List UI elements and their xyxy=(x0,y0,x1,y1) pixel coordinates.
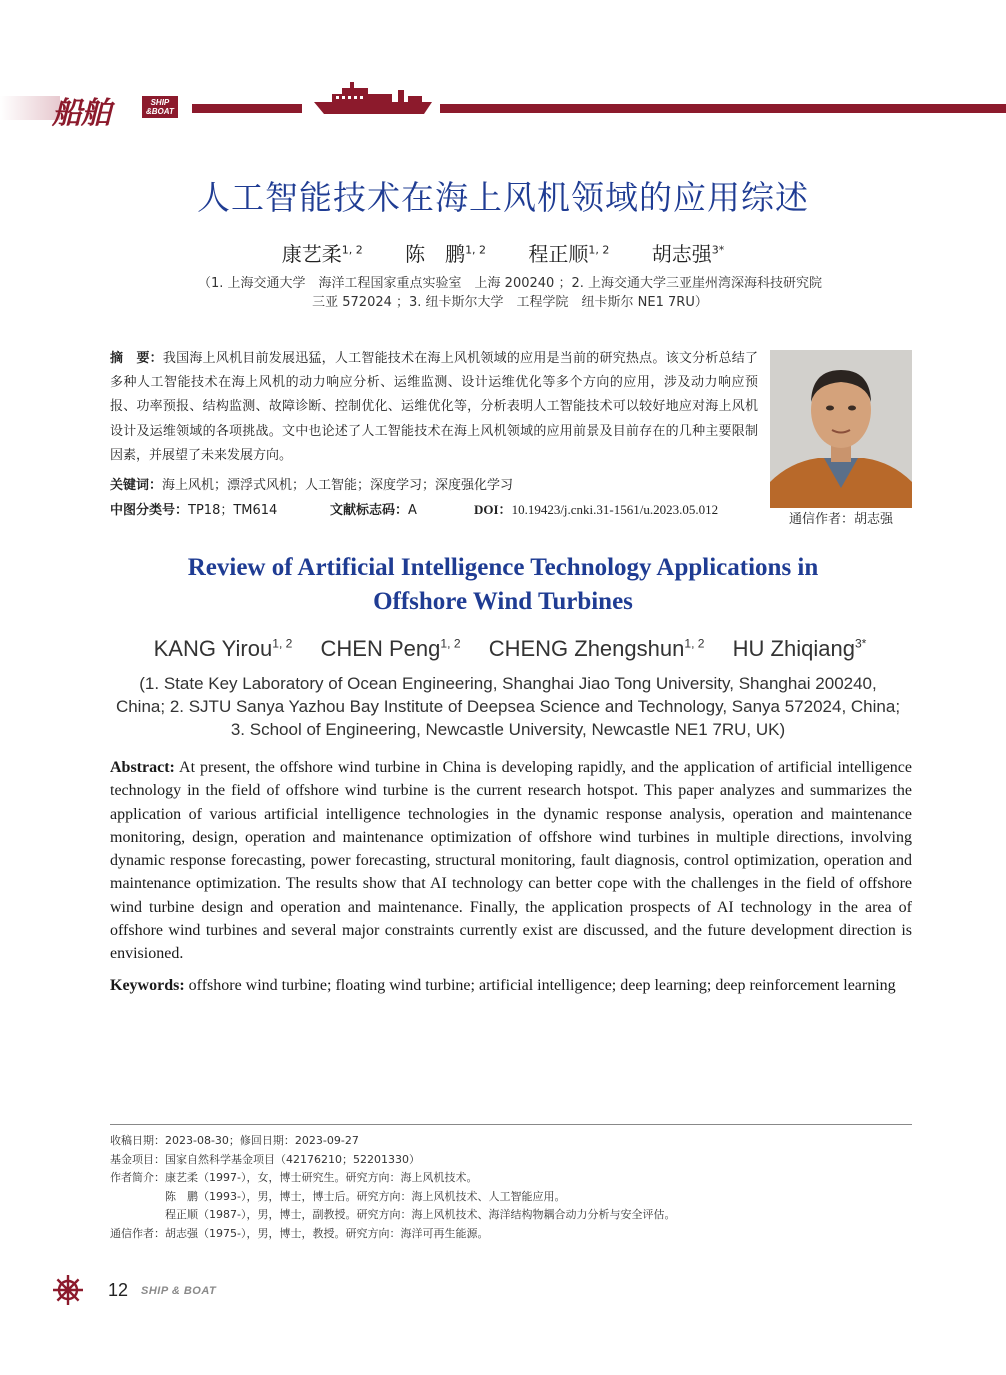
footnotes xyxy=(110,1132,912,1243)
clc-value: TP18；TM614 xyxy=(188,503,278,518)
footnote-fund xyxy=(110,1151,912,1170)
author-affil-sup: 1, 2 xyxy=(272,636,293,651)
bio-text: 程正顺（1987-），男，博士，副教授。研究方向：海上风机技术、海洋结构物耦合动力分析与安全评估。 xyxy=(165,1208,676,1221)
author-name: HU Zhiqiang xyxy=(732,636,855,661)
photo-caption: 通信作者：胡志强 xyxy=(788,512,893,527)
footnote-received xyxy=(110,1132,912,1151)
author-en xyxy=(321,636,461,661)
author-name: 陈 鹏 xyxy=(405,242,466,266)
bio-label: 作者简介： xyxy=(110,1171,165,1184)
author-name: 胡志强 xyxy=(651,242,712,266)
author-en xyxy=(154,636,293,661)
author-cn xyxy=(405,242,486,266)
received-label: 收稿日期： xyxy=(110,1134,165,1147)
clc-code xyxy=(110,499,277,518)
journal-logo-cn: 船舶 xyxy=(52,96,110,131)
paper-title-en xyxy=(120,551,886,619)
abstract-cn-text: 我国海上风机目前发展迅猛，人工智能技术在海上风机领域的应用是当前的研究热点。该文分析总结了多种人工智能技术在海上风机的动力响应分析、运维监测、设计运维优化等多个方向的应用，涉及动力响应预报、功率预报、结构监测、故障诊断、控制优化、运维优化等，分析表明人工智能技术可以较好地应对海上风机设计及运维领域的各项挑战。文中也论述了人工智能技术在海上风机领域的应用前景及目前存在的几种主要限制因素，并展望了未来发展方向。 xyxy=(110,351,758,463)
keywords-cn-text: 海上风机；漂浮式风机；人工智能；深度学习；深度强化学习 xyxy=(162,478,514,493)
author-list-en xyxy=(0,636,1006,662)
author-affil-sup: 3* xyxy=(711,243,725,257)
abstract-en xyxy=(110,756,912,966)
keywords-en-text: offshore wind turbine; floating wind turbine; artificial intelligence; deep learning; deep reinforcement learning xyxy=(188,977,896,994)
clc-label: 中图分类号： xyxy=(110,503,189,518)
author-affil-sup: 1, 2 xyxy=(440,636,461,651)
author-name: CHENG Zhengshun xyxy=(488,636,685,661)
fund-label: 基金项目： xyxy=(110,1152,165,1166)
keywords-cn xyxy=(110,474,758,493)
author-name: KANG Yirou xyxy=(153,636,273,661)
corr-label: 通信作者： xyxy=(110,1226,165,1240)
author-name: 程正顺 xyxy=(528,242,589,266)
bio-text: 康艺柔（1997-），女，博士研究生。研究方向：海上风机技术。 xyxy=(165,1171,478,1184)
abstract-cn-label: 摘 要： xyxy=(110,351,163,366)
received-text: 2023-08-30；修回日期：2023-09-27 xyxy=(165,1134,359,1147)
author-affil-sup: 1, 2 xyxy=(588,243,610,257)
footer-brand: SHIP & BOAT xyxy=(141,1285,217,1297)
affil-en-line: (1. State Key Laboratory of Ocean Engineering, Shanghai Jiao Tong University, Shanghai 200240, xyxy=(139,674,877,693)
author-cn xyxy=(528,242,609,266)
header-rule-right xyxy=(440,104,1006,113)
keywords-en-label: Keywords: xyxy=(110,977,185,994)
doi-value[interactable]: 10.19423/j.cnki.31-1561/u.2023.05.012 xyxy=(511,502,719,517)
affil-en-line: 3. School of Engineering, Newcastle University, Newcastle NE1 7RU, UK) xyxy=(230,720,786,739)
footnote-corr xyxy=(110,1225,912,1244)
logo-en-line1: SHIP xyxy=(150,98,170,107)
abstract-cn xyxy=(110,347,758,468)
footnote-bio xyxy=(110,1188,912,1207)
ship-icon xyxy=(312,80,436,116)
affiliations-cn xyxy=(150,274,870,312)
abstract-en-label: Abstract: xyxy=(110,759,175,776)
author-en xyxy=(489,636,705,661)
bio-text: 陈 鹏（1993-），男，博士，博士后。研究方向：海上风机技术、人工智能应用。 xyxy=(165,1189,566,1203)
author-photo xyxy=(770,350,912,508)
affil-en-line: China; 2. SJTU Sanya Yazhou Bay Institute of Deepsea Science and Technology, Sanya 572024, China; xyxy=(115,697,901,716)
journal-logo-en xyxy=(142,96,178,118)
author-cn xyxy=(652,242,725,266)
footnote-bio xyxy=(110,1169,912,1188)
keywords-en xyxy=(110,974,912,997)
page-number: 12 xyxy=(108,1280,129,1300)
doc-code xyxy=(330,499,417,518)
author-list-cn xyxy=(0,238,1006,267)
affil-cn-line: 三亚 572024 ；3. 纽卡斯尔大学 工程学院 纽卡斯尔 NE1 7RU） xyxy=(312,295,708,310)
title-en-line: Offshore Wind Turbines xyxy=(373,588,633,615)
author-name: CHEN Peng xyxy=(320,636,441,661)
affiliations-en xyxy=(110,672,906,741)
doi-label: DOI： xyxy=(474,502,512,517)
author-en xyxy=(733,636,867,661)
fund-text: 国家自然科学基金项目（42176210；52201330） xyxy=(165,1152,420,1166)
author-affil-sup: 1, 2 xyxy=(465,243,487,257)
affil-cn-line: （1. 上海交通大学 海洋工程国家重点实验室 上海 200240 ；2. 上海交通大学三亚崖州湾深海科技研究院 xyxy=(198,276,822,291)
header-rule-left xyxy=(192,104,302,113)
author-cn xyxy=(282,242,363,266)
keywords-cn-label: 关键词： xyxy=(110,478,163,493)
logo-en-line2: &BOAT xyxy=(146,107,174,116)
author-affil-sup: 1, 2 xyxy=(684,636,705,651)
author-name: 康艺柔 xyxy=(281,242,342,266)
doc-code-label: 文献标志码： xyxy=(330,503,409,518)
doi xyxy=(474,499,718,518)
abstract-en-text: At present, the offshore wind turbine in China is developing rapidly, and the application of artificial intelligence technology in the field of offshore wind turbine is the current research hotspot. This paper analyzes and summarizes the application of various artificial intelligence technologies in the dynamic response analysis, operation and maintenance monitoring, design, operation and maintenance optimization of offshore wind turbines in multiple directions, involving dynamic response forecasting, power forecasting, structural monitoring, fault diagnosis, control optimization, operation and maintenance optimization. The results show that AI technology can better cope with the challenges in the field of offshore wind turbine design and operation and maintenance. Finally, the application prospects of AI technology in the area of offshore wind turbines and several major constraints currently exist are discussed, and the future development direction is envisioned. xyxy=(110,759,912,963)
corr-text: 胡志强（1975-），男，博士，教授。研究方向：海洋可再生能源。 xyxy=(165,1226,489,1240)
author-affil-sup: 3* xyxy=(854,636,867,651)
ship-wheel-icon xyxy=(52,1274,84,1306)
header-gradient xyxy=(0,96,60,120)
doc-code-value: A xyxy=(408,503,417,518)
footnote-rule xyxy=(110,1124,912,1125)
footnote-bio xyxy=(110,1206,912,1225)
paper-title-cn: 人工智能技术在海上风机领域的应用综述 xyxy=(197,178,809,217)
author-affil-sup: 1, 2 xyxy=(341,243,363,257)
title-en-line: Review of Artificial Intelligence Technology Applications in xyxy=(187,554,819,581)
